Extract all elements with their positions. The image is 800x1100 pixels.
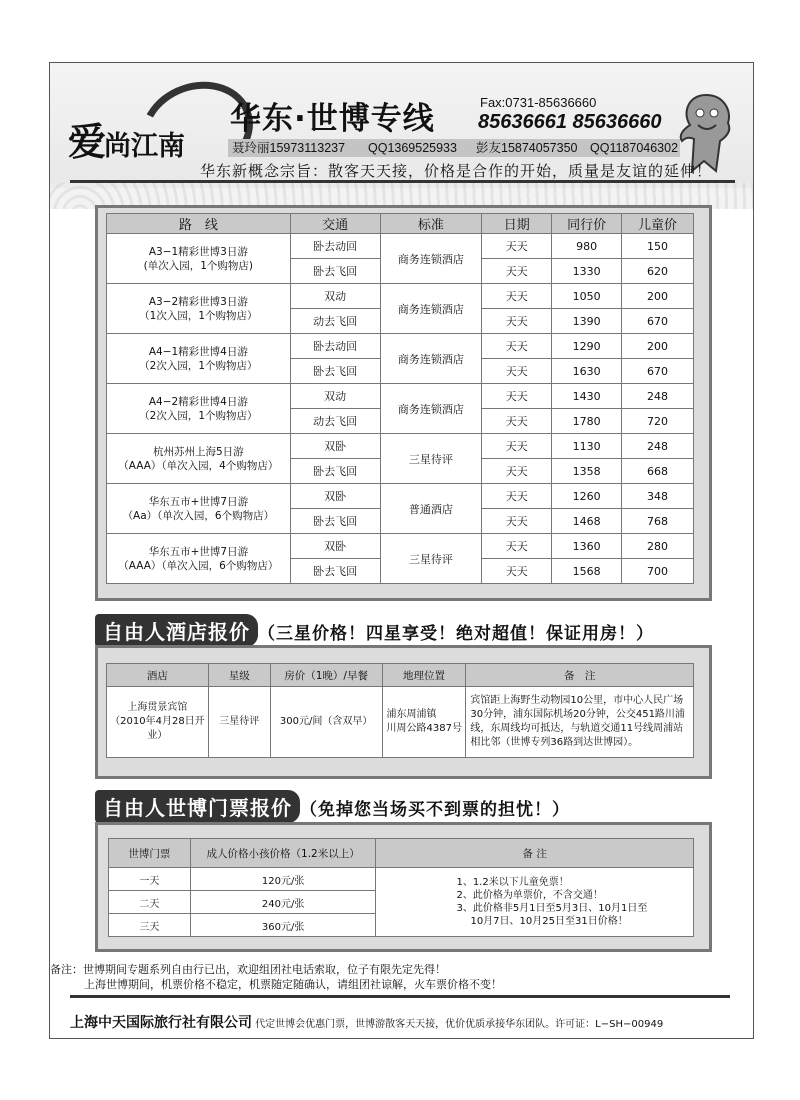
ticket-col-type: 世博门票 bbox=[109, 839, 191, 868]
route-date: 天天 bbox=[482, 384, 552, 409]
route-child-price: 670 bbox=[622, 359, 694, 384]
contact-4: QQ1187046302 bbox=[590, 141, 679, 155]
route-transport: 双卧 bbox=[290, 484, 380, 509]
ticket-section-title bbox=[95, 790, 570, 823]
route-transport: 卧去动回 bbox=[290, 334, 380, 359]
hotel-col-price: 房价（1晚）/早餐 bbox=[270, 664, 382, 687]
route-child-price: 720 bbox=[622, 409, 694, 434]
routes-col-header: 同行价 bbox=[552, 214, 622, 234]
route-peer-price: 1468 bbox=[552, 509, 622, 534]
route-peer-price: 1290 bbox=[552, 334, 622, 359]
route-peer-price: 980 bbox=[552, 234, 622, 259]
route-child-price: 668 bbox=[622, 459, 694, 484]
route-peer-price: 1630 bbox=[552, 359, 622, 384]
route-date: 天天 bbox=[482, 284, 552, 309]
remark-line-1: 备注：世博期间专题系列自由行已出，欢迎组团社电话索取，位子有限先定先得！ bbox=[50, 963, 446, 976]
footer-divider bbox=[70, 995, 730, 998]
route-transport: 卧去飞回 bbox=[290, 259, 380, 284]
hotel-subtitle: （三星价格！四星享受！绝对超值！保证用房！） bbox=[258, 624, 654, 644]
route-name: A4−1精彩世博4日游 （2次入园，1个购物店） bbox=[107, 334, 291, 384]
route-standard: 三星待评 bbox=[380, 434, 482, 484]
remark-line-2: 上海世博期间，机票价格不稳定，机票随定随确认，请组团社谅解，火车票价格不变！ bbox=[84, 978, 502, 991]
routes-col-header: 交通 bbox=[290, 214, 380, 234]
fax-number: Fax:0731-85636660 bbox=[480, 95, 597, 110]
route-transport: 卧去动回 bbox=[290, 234, 380, 259]
route-date: 天天 bbox=[482, 234, 552, 259]
company-name: 上海中天国际旅行社有限公司 bbox=[70, 1015, 252, 1031]
route-peer-price: 1430 bbox=[552, 384, 622, 409]
route-name: A3−2精彩世博3日游 （1次入园，1个购物店） bbox=[107, 284, 291, 334]
routes-table bbox=[106, 213, 694, 584]
hotel-col-star: 星级 bbox=[208, 664, 270, 687]
route-child-price: 280 bbox=[622, 534, 694, 559]
route-transport: 双动 bbox=[290, 384, 380, 409]
route-date: 天天 bbox=[482, 484, 552, 509]
route-peer-price: 1390 bbox=[552, 309, 622, 334]
route-name: 华东五市+世博7日游 （AAA）（单次入园，6个购物店） bbox=[107, 534, 291, 584]
route-peer-price: 1260 bbox=[552, 484, 622, 509]
route-child-price: 348 bbox=[622, 484, 694, 509]
route-peer-price: 1050 bbox=[552, 284, 622, 309]
logo: 爱尚江南 bbox=[68, 119, 186, 164]
ticket-subtitle: （免掉您当场买不到票的担忧！） bbox=[300, 800, 570, 820]
route-name: A4−2精彩世博4日游 （2次入园，1个购物店） bbox=[107, 384, 291, 434]
route-transport: 双动 bbox=[290, 284, 380, 309]
route-peer-price: 1130 bbox=[552, 434, 622, 459]
route-child-price: 248 bbox=[622, 434, 694, 459]
hotel-location: 浦东周浦镇 川周公路4387号 bbox=[382, 687, 466, 758]
route-child-price: 200 bbox=[622, 334, 694, 359]
route-name: 杭州苏州上海5日游 （AAA）（单次入园，4个购物店） bbox=[107, 434, 291, 484]
phone-numbers: 85636661 85636660 bbox=[478, 111, 662, 133]
route-transport: 卧去飞回 bbox=[290, 459, 380, 484]
ticket-tag: 自由人世博门票报价 bbox=[95, 790, 300, 823]
route-peer-price: 1330 bbox=[552, 259, 622, 284]
route-transport: 动去飞回 bbox=[290, 409, 380, 434]
route-child-price: 700 bbox=[622, 559, 694, 584]
ticket-col-price: 成人价格小孩价格（1.2米以上） bbox=[190, 839, 376, 868]
contact-1: 聂玲丽15973113237 bbox=[232, 141, 346, 155]
routes-col-header: 儿童价 bbox=[622, 214, 694, 234]
ticket-row: 一天 120元/张 1、1.2米以下儿童免票！ 2、此价格为单票价，不含交通！ 3、此价格非5月1日至5月3日、10月1日至 10月7日、10月25日至31日价格！ bbox=[109, 868, 694, 891]
route-date: 天天 bbox=[482, 459, 552, 484]
route-transport: 动去飞回 bbox=[290, 309, 380, 334]
route-peer-price: 1358 bbox=[552, 459, 622, 484]
footer-text: 代定世博会优惠门票，世博游散客天天接，优价优质承接华东团队。许可证：L−SH−00949 bbox=[255, 1019, 664, 1030]
route-peer-price: 1780 bbox=[552, 409, 622, 434]
hotel-star: 三星待评 bbox=[208, 687, 270, 758]
route-row bbox=[107, 484, 694, 509]
slogan: 华东新概念宗旨：散客天天接，价格是合作的开始，质量是友谊的延伸！ bbox=[200, 162, 713, 180]
contact-2: QQ1369525933 bbox=[368, 141, 457, 155]
route-child-price: 200 bbox=[622, 284, 694, 309]
hotel-col-location: 地理位置 bbox=[382, 664, 466, 687]
header bbox=[50, 63, 753, 188]
route-child-price: 248 bbox=[622, 384, 694, 409]
route-transport: 双卧 bbox=[290, 434, 380, 459]
route-date: 天天 bbox=[482, 434, 552, 459]
route-date: 天天 bbox=[482, 334, 552, 359]
route-transport: 卧去飞回 bbox=[290, 359, 380, 384]
routes-col-header: 日期 bbox=[482, 214, 552, 234]
route-transport: 卧去飞回 bbox=[290, 509, 380, 534]
route-child-price: 670 bbox=[622, 309, 694, 334]
footer bbox=[70, 1012, 663, 1032]
hotel-tag: 自由人酒店报价 bbox=[95, 614, 258, 647]
route-date: 天天 bbox=[482, 534, 552, 559]
ticket-col-note: 备 注 bbox=[376, 839, 694, 868]
contact-bar bbox=[228, 139, 680, 157]
ticket-row: 二天 240元/张 bbox=[109, 891, 694, 914]
route-row bbox=[107, 234, 694, 259]
route-date: 天天 bbox=[482, 509, 552, 534]
ticket-row: 三天 360元/张 bbox=[109, 914, 694, 937]
route-row bbox=[107, 284, 694, 309]
hotel-note: 宾馆距上海野生动物园10公里，市中心人民广场30分钟，浦东国际机场20分钟，公交451路川浦线，东周线均可抵达，与轨道交通11号线周浦站相比邻（世博专列36路到达世博园）。 bbox=[466, 687, 694, 758]
route-date: 天天 bbox=[482, 359, 552, 384]
route-peer-price: 1568 bbox=[552, 559, 622, 584]
route-transport: 双卧 bbox=[290, 534, 380, 559]
route-standard: 普通酒店 bbox=[380, 484, 482, 534]
route-transport: 卧去飞回 bbox=[290, 559, 380, 584]
routes-header-row bbox=[107, 214, 694, 234]
hotel-col-note: 备 注 bbox=[466, 664, 694, 687]
route-child-price: 620 bbox=[622, 259, 694, 284]
route-name: A3−1精彩世博3日游 (单次入园，1个购物店) bbox=[107, 234, 291, 284]
route-standard: 商务连锁酒店 bbox=[380, 284, 482, 334]
route-date: 天天 bbox=[482, 309, 552, 334]
routes-col-header: 标准 bbox=[380, 214, 482, 234]
route-date: 天天 bbox=[482, 259, 552, 284]
remarks bbox=[50, 962, 502, 992]
route-name: 华东五市+世博7日游 （Aa）（单次入园，6个购物店） bbox=[107, 484, 291, 534]
page-title: 华东·世博专线 bbox=[230, 101, 435, 137]
route-standard: 商务连锁酒店 bbox=[380, 384, 482, 434]
hotel-section-title bbox=[95, 614, 654, 647]
route-peer-price: 1360 bbox=[552, 534, 622, 559]
ticket-table bbox=[108, 838, 694, 937]
route-standard: 商务连锁酒店 bbox=[380, 234, 482, 284]
hotel-col-name: 酒店 bbox=[107, 664, 209, 687]
route-row bbox=[107, 434, 694, 459]
route-row bbox=[107, 334, 694, 359]
route-date: 天天 bbox=[482, 409, 552, 434]
route-standard: 三星待评 bbox=[380, 534, 482, 584]
ticket-note: 1、1.2米以下儿童免票！ 2、此价格为单票价，不含交通！ 3、此价格非5月1日至5月3日、10月1日至 10月7日、10月25日至31日价格！ bbox=[376, 868, 694, 937]
contact-3: 彭友15874057350 bbox=[476, 141, 578, 155]
route-row bbox=[107, 384, 694, 409]
route-child-price: 768 bbox=[622, 509, 694, 534]
hotel-table bbox=[106, 663, 694, 758]
hotel-price: 300元/间（含双早） bbox=[270, 687, 382, 758]
route-date: 天天 bbox=[482, 559, 552, 584]
route-child-price: 150 bbox=[622, 234, 694, 259]
route-standard: 商务连锁酒店 bbox=[380, 334, 482, 384]
hotel-name: 上海贯景宾馆 （2010年4月28日开业） bbox=[107, 687, 209, 758]
route-row bbox=[107, 534, 694, 559]
hotel-row bbox=[107, 687, 694, 758]
routes-col-header: 路 线 bbox=[107, 214, 291, 234]
